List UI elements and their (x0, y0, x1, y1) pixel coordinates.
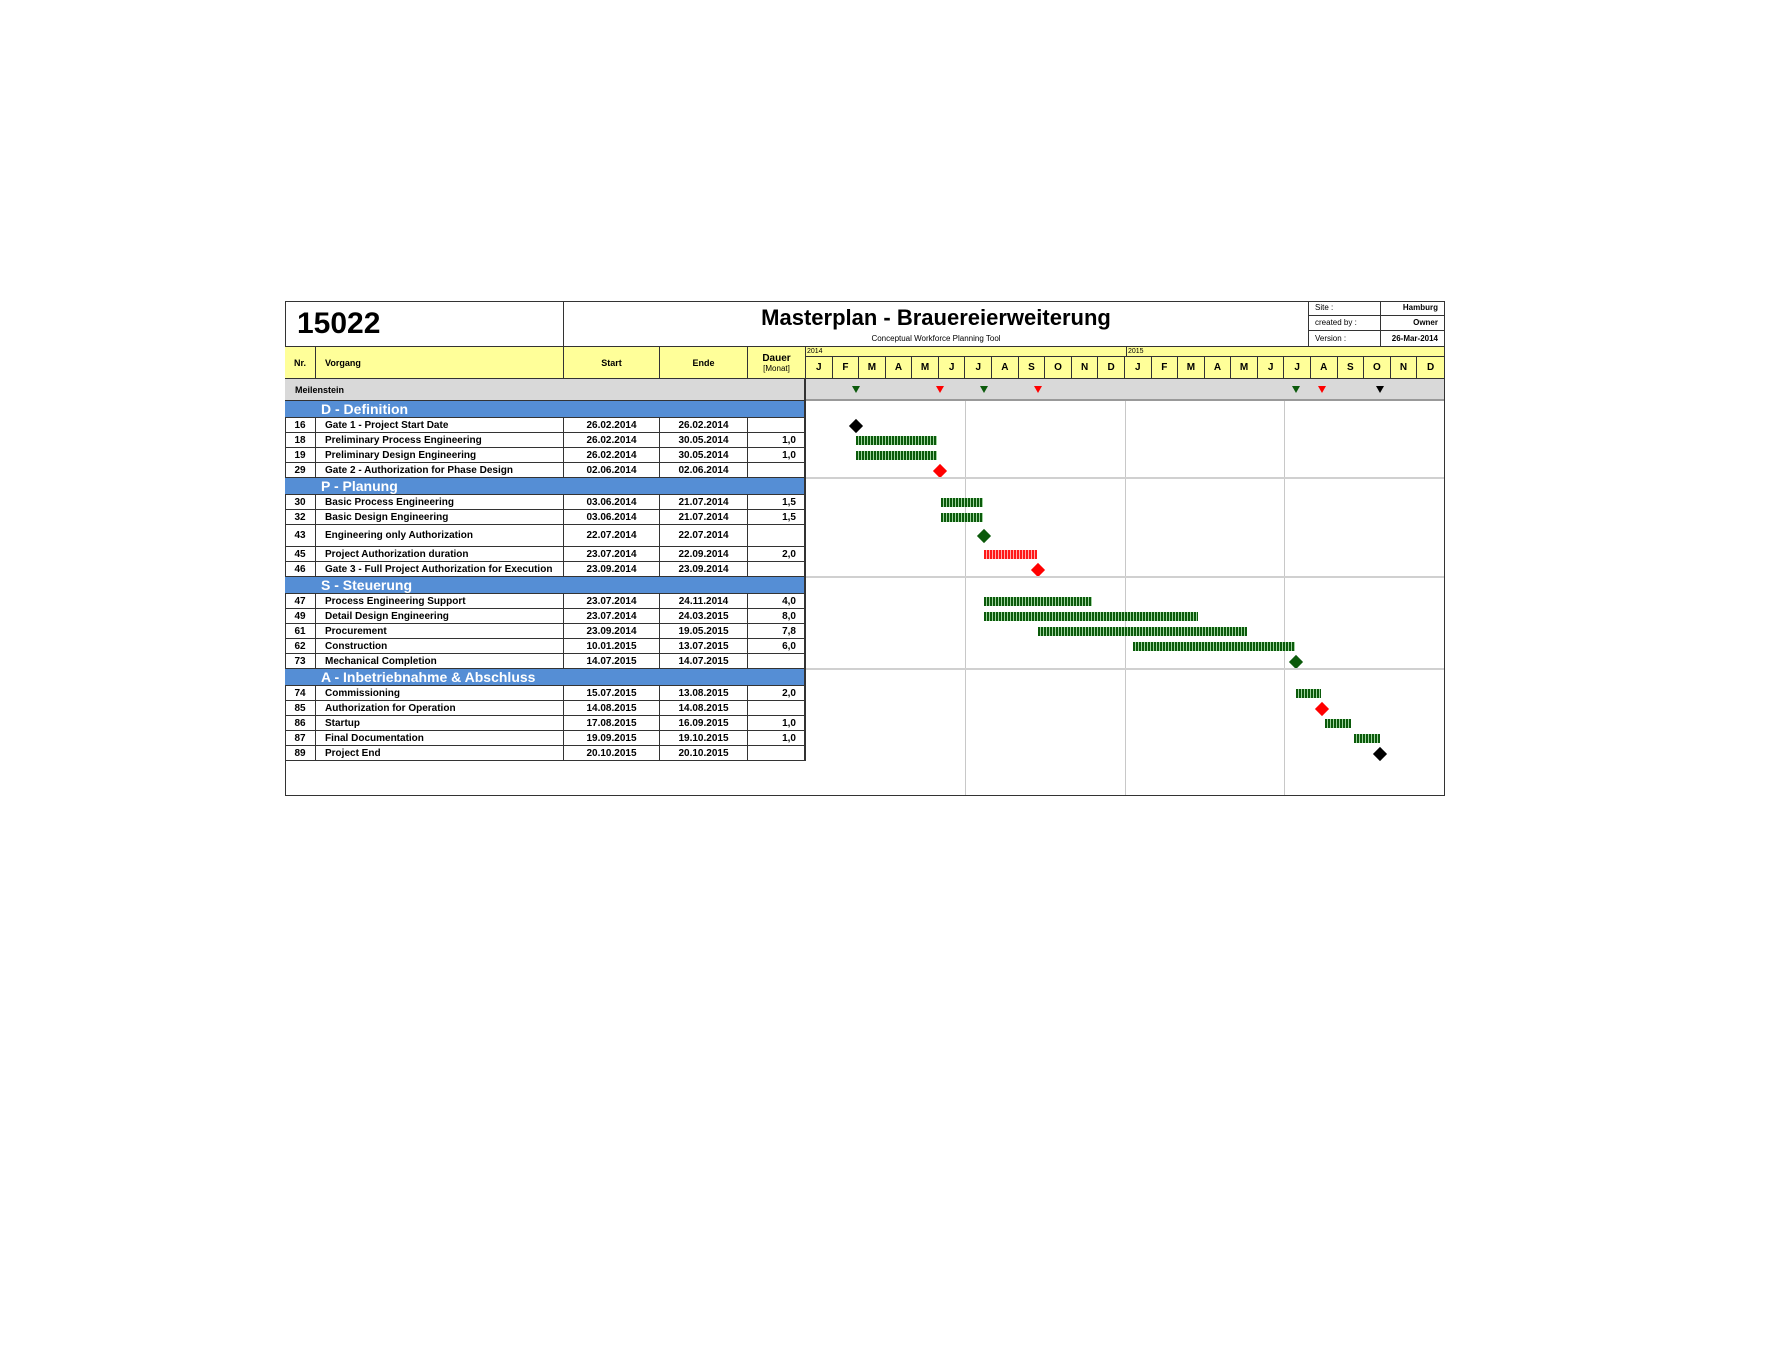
meta-value: Hamburg (1402, 303, 1438, 312)
title-block (564, 301, 1309, 347)
task-start: 02.06.2014 (564, 463, 660, 478)
task-duration (748, 562, 806, 577)
meta-value: Owner (1413, 318, 1438, 327)
task-start: 10.01.2015 (564, 639, 660, 654)
task-nr: 62 (285, 639, 316, 654)
task-name[interactable]: Basic Process Engineering (316, 495, 564, 510)
milestone-diamond-icon[interactable] (976, 529, 990, 543)
task-name[interactable]: Project End (316, 746, 564, 761)
task-start: 19.09.2015 (564, 731, 660, 746)
month-header-23: D (1427, 362, 1435, 373)
meta-row-site (1309, 301, 1444, 316)
task-end: 30.05.2014 (660, 448, 748, 463)
task-duration: 2,0 (748, 547, 806, 562)
task-duration: 1,5 (748, 510, 806, 525)
task-bar[interactable] (1296, 689, 1321, 698)
task-nr: 45 (285, 547, 316, 562)
milestone-diamond-icon[interactable] (1031, 562, 1045, 576)
task-nr: 87 (285, 731, 316, 746)
task-duration (748, 525, 806, 547)
task-duration: 2,0 (748, 686, 806, 701)
task-nr: 29 (285, 463, 316, 478)
milestone-diamond-icon[interactable] (849, 418, 863, 432)
task-name[interactable]: Construction (316, 639, 564, 654)
task-start: 26.02.2014 (564, 433, 660, 448)
task-bar[interactable] (1038, 627, 1247, 636)
task-name[interactable]: Authorization for Operation (316, 701, 564, 716)
task-name[interactable]: Detail Design Engineering (316, 609, 564, 624)
month-header-19: A (1311, 357, 1338, 378)
task-duration: 1,0 (748, 731, 806, 746)
task-nr: 32 (285, 510, 316, 525)
task-bar[interactable] (1325, 719, 1351, 728)
milestone-row-label: Meilenstein (285, 379, 806, 401)
task-duration: 1,0 (748, 448, 806, 463)
task-name[interactable]: Gate 1 - Project Start Date (316, 418, 564, 433)
gantt-chart (806, 401, 1444, 795)
task-bar[interactable] (984, 597, 1092, 606)
milestone-diamond-icon[interactable] (933, 463, 947, 477)
task-duration: 4,0 (748, 594, 806, 609)
task-name[interactable]: Basic Design Engineering (316, 510, 564, 525)
task-start: 26.02.2014 (564, 418, 660, 433)
meta-row-created-by (1309, 316, 1444, 331)
month-header-4: M (912, 357, 939, 378)
task-end: 20.10.2015 (660, 746, 748, 761)
task-end: 19.10.2015 (660, 731, 748, 746)
milestone-marker-icon (1034, 386, 1042, 393)
meta-row-version (1309, 331, 1444, 347)
meta-label: Site : (1309, 301, 1381, 315)
month-header-0: J (806, 357, 833, 378)
month-header-6: J (965, 357, 992, 378)
column-header-dauer (748, 347, 806, 379)
task-end: 02.06.2014 (660, 463, 748, 478)
task-name[interactable]: Engineering only Authorization (316, 525, 564, 547)
task-start: 20.10.2015 (564, 746, 660, 761)
dauer-label: Dauer (762, 353, 791, 364)
task-bar[interactable] (856, 451, 937, 460)
gridline-horizontal (806, 668, 1444, 670)
year-label-2014: 2014 (807, 348, 823, 355)
milestone-diamond-icon[interactable] (1315, 701, 1329, 715)
task-nr: 46 (285, 562, 316, 577)
milestone-marker-icon (852, 386, 860, 393)
task-start: 23.07.2014 (564, 547, 660, 562)
task-name[interactable]: Preliminary Design Engineering (316, 448, 564, 463)
column-header-ende: Ende (660, 347, 748, 379)
task-nr: 18 (285, 433, 316, 448)
task-duration (748, 746, 806, 761)
task-duration: 6,0 (748, 639, 806, 654)
task-bar[interactable] (984, 612, 1197, 621)
task-end: 14.07.2015 (660, 654, 748, 669)
task-start: 17.08.2015 (564, 716, 660, 731)
month-row (806, 357, 1444, 378)
page-title: Masterplan - Brauereierweiterung (761, 305, 1111, 330)
page-subtitle: Conceptual Workforce Planning Tool (871, 334, 1001, 343)
task-bar[interactable] (856, 436, 937, 445)
task-end: 13.08.2015 (660, 686, 748, 701)
task-bar[interactable] (984, 550, 1037, 559)
task-name[interactable]: Mechanical Completion (316, 654, 564, 669)
timeline-header (806, 347, 1444, 379)
meta-label: Version : (1309, 331, 1381, 346)
month-header-17: J (1258, 357, 1285, 378)
task-start: 23.07.2014 (564, 609, 660, 624)
task-name[interactable]: Project Authorization duration (316, 547, 564, 562)
task-end: 16.09.2015 (660, 716, 748, 731)
column-header-vorgang: Vorgang (316, 347, 564, 379)
task-end: 26.02.2014 (660, 418, 748, 433)
task-nr: 61 (285, 624, 316, 639)
task-duration (748, 701, 806, 716)
task-bar[interactable] (1354, 734, 1380, 743)
task-start: 23.09.2014 (564, 562, 660, 577)
task-name[interactable]: Final Documentation (316, 731, 564, 746)
month-header-18: J (1284, 357, 1311, 378)
task-start: 23.09.2014 (564, 624, 660, 639)
month-header-15: A (1205, 357, 1232, 378)
column-header-start: Start (564, 347, 660, 379)
task-start: 14.07.2015 (564, 654, 660, 669)
task-nr: 85 (285, 701, 316, 716)
milestone-diamond-icon[interactable] (1289, 654, 1303, 668)
task-end: 22.07.2014 (660, 525, 748, 547)
task-bar[interactable] (1133, 642, 1295, 651)
task-nr: 43 (285, 525, 316, 547)
task-nr: 86 (285, 716, 316, 731)
month-header-3: A (886, 357, 913, 378)
gridline-vertical (965, 401, 966, 795)
task-start: 03.06.2014 (564, 510, 660, 525)
month-header-21: O (1364, 357, 1391, 378)
month-header-16: M (1231, 357, 1258, 378)
task-duration: 8,0 (748, 609, 806, 624)
task-duration: 7,8 (748, 624, 806, 639)
milestone-marker-icon (1376, 386, 1384, 393)
task-name[interactable]: Process Engineering Support (316, 594, 564, 609)
column-header-nr: Nr. (285, 347, 316, 379)
month-header-8: S (1019, 357, 1046, 378)
meta-value: 26-Mar-2014 (1391, 334, 1438, 343)
month-header-5: J (939, 357, 966, 378)
task-nr: 19 (285, 448, 316, 463)
task-nr: 49 (285, 609, 316, 624)
milestone-marker-icon (936, 386, 944, 393)
milestone-marker-icon (1318, 386, 1326, 393)
gridline-vertical (1284, 401, 1285, 795)
task-duration (748, 654, 806, 669)
task-duration (748, 463, 806, 478)
section-header[interactable]: D - Definition (285, 401, 806, 418)
task-nr: 73 (285, 654, 316, 669)
task-start: 15.07.2015 (564, 686, 660, 701)
dauer-unit: [Monat] (763, 364, 790, 373)
task-end: 24.11.2014 (660, 594, 748, 609)
task-start: 03.06.2014 (564, 495, 660, 510)
gridline-vertical (1125, 401, 1126, 795)
task-start: 14.08.2015 (564, 701, 660, 716)
task-name[interactable]: Gate 2 - Authorization for Phase Design (316, 463, 564, 478)
gridline-horizontal (806, 477, 1444, 479)
year-label-2015: 2015 (1128, 348, 1144, 355)
section-header[interactable]: P - Planung (285, 478, 806, 495)
meta-label: created by : (1309, 316, 1381, 330)
milestone-marker-icon (1292, 386, 1300, 393)
year-row (806, 347, 1444, 357)
task-end: 23.09.2014 (660, 562, 748, 577)
task-nr: 30 (285, 495, 316, 510)
task-end: 30.05.2014 (660, 433, 748, 448)
task-start: 23.07.2014 (564, 594, 660, 609)
task-end: 21.07.2014 (660, 510, 748, 525)
month-header-7: A (992, 357, 1019, 378)
task-end: 13.07.2015 (660, 639, 748, 654)
task-nr: 74 (285, 686, 316, 701)
month-header-10: N (1072, 357, 1099, 378)
month-header-2: M (859, 357, 886, 378)
month-header-9: O (1045, 357, 1072, 378)
project-number: 15022 (285, 301, 564, 347)
gridline-horizontal (806, 576, 1444, 578)
task-end: 21.07.2014 (660, 495, 748, 510)
section-header[interactable]: S - Steuerung (285, 577, 806, 594)
milestone-marker-icon (980, 386, 988, 393)
task-duration: 1,0 (748, 716, 806, 731)
task-end: 24.03.2015 (660, 609, 748, 624)
month-header-13: F (1152, 357, 1179, 378)
month-header-11: D (1098, 357, 1125, 378)
meta-block (1309, 301, 1444, 347)
month-header-20: S (1338, 357, 1365, 378)
task-name[interactable]: Gate 3 - Full Project Authorization for Execution (316, 562, 564, 577)
task-name[interactable]: Procurement (316, 624, 564, 639)
task-nr: 89 (285, 746, 316, 761)
task-nr: 47 (285, 594, 316, 609)
month-header-14: M (1178, 357, 1205, 378)
task-start: 26.02.2014 (564, 448, 660, 463)
task-duration (748, 418, 806, 433)
task-end: 19.05.2015 (660, 624, 748, 639)
milestone-row-lane (806, 379, 1444, 401)
milestone-diamond-icon[interactable] (1373, 746, 1387, 760)
task-duration: 1,5 (748, 495, 806, 510)
task-bar[interactable] (941, 498, 983, 507)
task-end: 22.09.2014 (660, 547, 748, 562)
task-name[interactable]: Commissioning (316, 686, 564, 701)
task-name[interactable]: Startup (316, 716, 564, 731)
task-name[interactable]: Preliminary Process Engineering (316, 433, 564, 448)
task-duration: 1,0 (748, 433, 806, 448)
task-end: 14.08.2015 (660, 701, 748, 716)
task-start: 22.07.2014 (564, 525, 660, 547)
task-nr: 16 (285, 418, 316, 433)
month-header-22: N (1391, 357, 1418, 378)
month-header-1: F (833, 357, 860, 378)
month-header-12: J (1125, 357, 1152, 378)
task-bar[interactable] (941, 513, 983, 522)
section-header[interactable]: A - Inbetriebnahme & Abschluss (285, 669, 806, 686)
